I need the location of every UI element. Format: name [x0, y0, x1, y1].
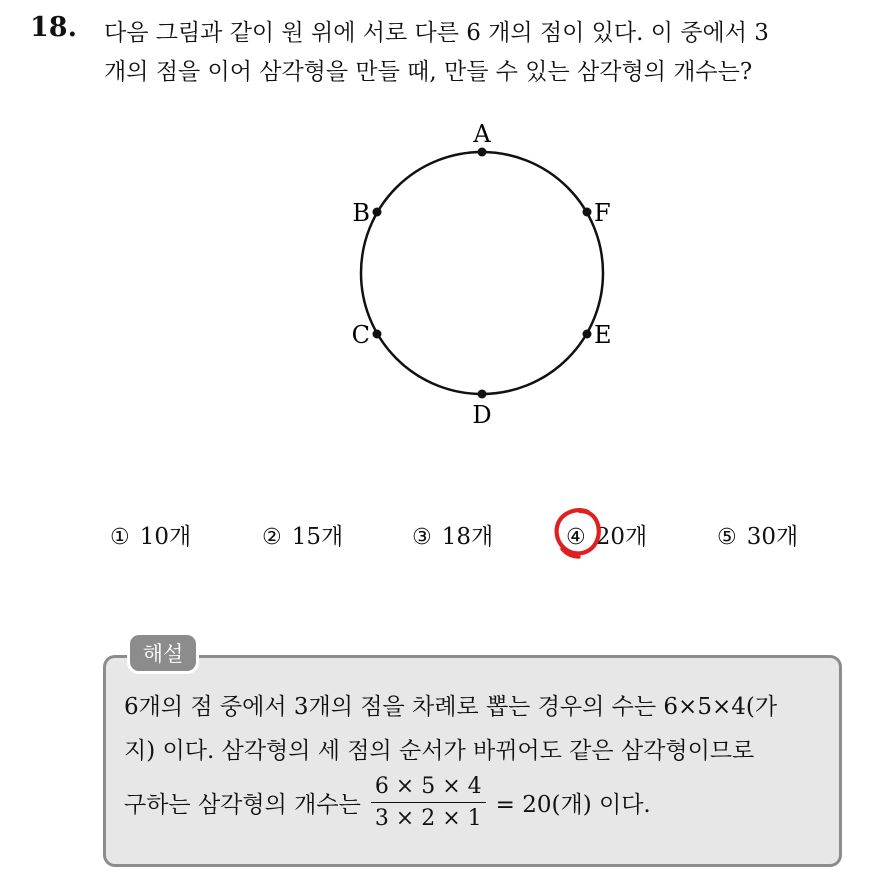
question-text-line-2: 개의 점을 이어 삼각형을 만들 때, 만들 수 있는 삼각형의 개수는? [104, 59, 753, 85]
choice-2[interactable] [262, 518, 343, 551]
question-text-line-1: 다음 그림과 같이 원 위에 서로 다른 6 개의 점이 있다. 이 중에서 3 [104, 20, 769, 46]
solution-fraction [371, 774, 486, 831]
choice-3-text: 18개 [441, 524, 494, 550]
choice-5[interactable] [717, 518, 798, 551]
circle [361, 152, 603, 394]
solution-line-2: 지) 이다. 삼각형의 세 점의 순서가 바뀌어도 같은 삼각형이므로 [124, 738, 755, 764]
choice-5-text: 30개 [746, 524, 799, 550]
choice-1[interactable] [110, 518, 191, 551]
point-d-label: D [472, 401, 492, 429]
solution-line-3-suffix: = 20(개) 이다. [495, 792, 651, 818]
solution-line-1: 6개의 점 중에서 3개의 점을 차례로 뽑는 경우의 수는 6×5×4(가 [124, 694, 778, 720]
choice-3[interactable] [412, 518, 493, 551]
point-c-label: C [351, 321, 370, 349]
choice-2-text: 15개 [291, 524, 344, 550]
solution-line-3 [124, 774, 651, 831]
choice-1-text: 10개 [139, 524, 192, 550]
choice-1-mark: ① [110, 525, 130, 550]
point-c [352, 321, 382, 349]
choice-4-text: 20개 [595, 524, 648, 550]
solution-tag: 해설 [127, 632, 199, 674]
question-number: 18. [30, 12, 77, 43]
point-b-label: B [352, 199, 370, 227]
point-d [472, 390, 491, 430]
point-b [352, 199, 381, 227]
choice-4-mark: ④ [566, 525, 586, 550]
point-f [583, 199, 611, 227]
point-e [583, 321, 612, 349]
choice-2-mark: ② [262, 525, 282, 550]
point-e-label: E [594, 321, 612, 349]
fraction-numerator: 6 × 5 × 4 [371, 774, 486, 803]
choice-3-mark: ③ [412, 525, 432, 550]
fraction-denominator: 3 × 2 × 1 [374, 806, 482, 831]
point-f-label: F [594, 199, 611, 227]
answer-circle-mark [548, 505, 608, 563]
solution-line-3-prefix: 구하는 삼각형의 개수는 [124, 792, 361, 818]
choice-5-mark: ⑤ [717, 525, 737, 550]
point-a-label: A [473, 120, 491, 148]
